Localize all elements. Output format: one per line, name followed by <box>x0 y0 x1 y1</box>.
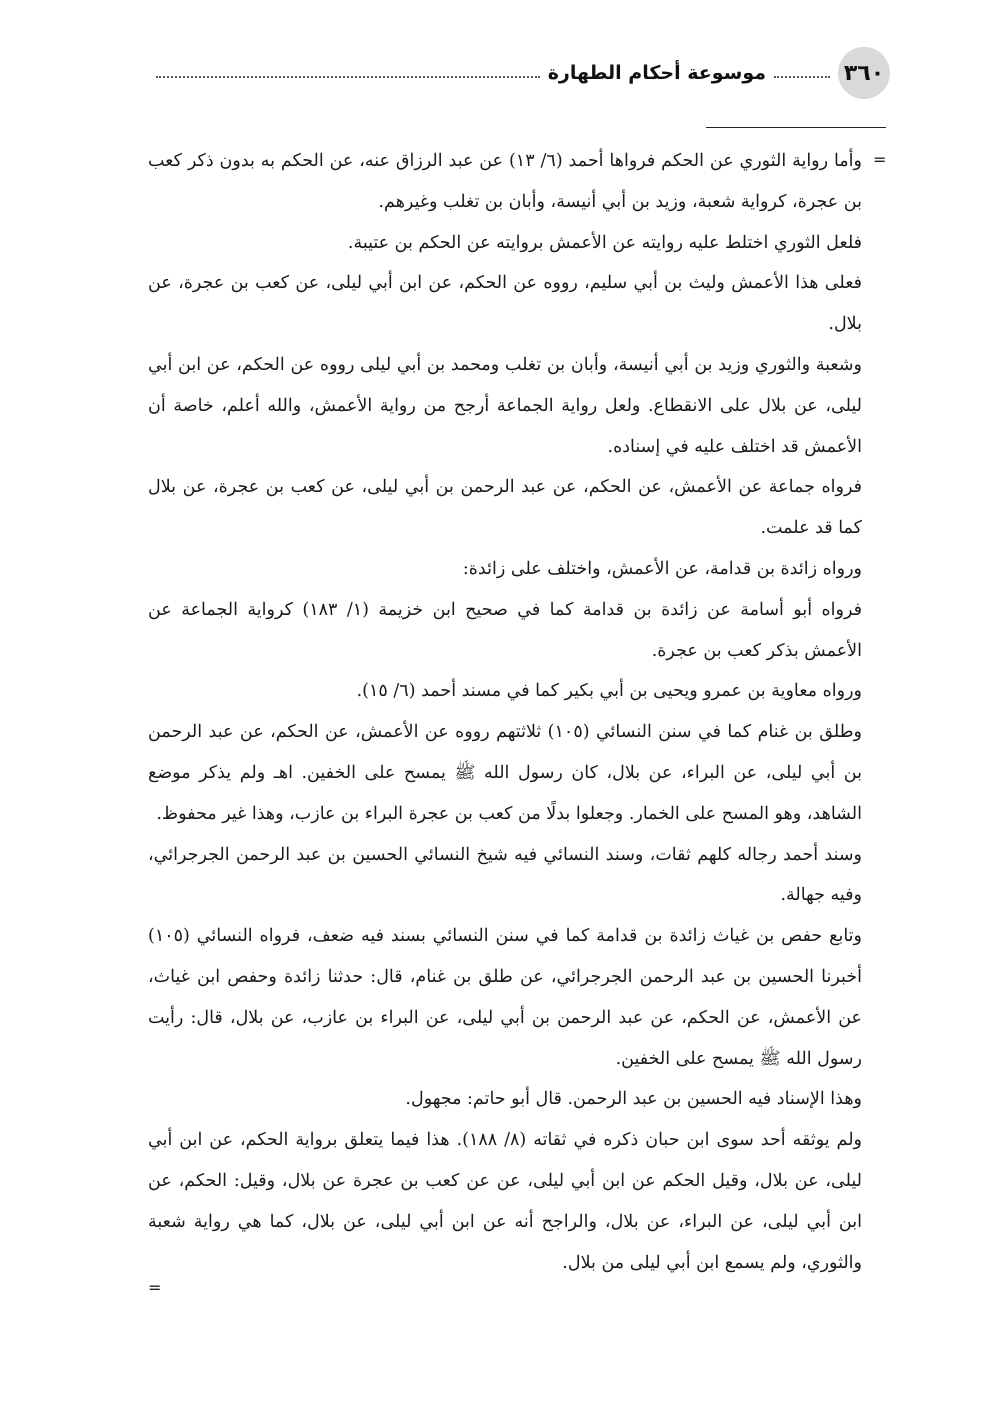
paragraph: وتابع حفص بن غياث زائدة بن قدامة كما في سنن النسائي بسند فيه ضعف، فرواه النسائي (١٠٥) أخبرنا الحسين بن عبد الرحمن الجرجرائي، عن طلق بن غنام، قال: حدثنا زائدة وحفص ابن غياث، عن الأعمش، عن الحكم، عن عبد الرحمن بن أبي ليلى، عن البراء بن عازب، عن بلال، قال: رأيت رسول الله ﷺ يمسح على الخفين. <box>148 926 862 1069</box>
footnote-body <box>148 141 862 1283</box>
paragraph: وشعبة والثوري وزيد بن أبي أنيسة، وأبان بن تغلب ومحمد بن أبي ليلى رووه عن الحكم، عن ابن أبي ليلى، عن بلال على الانقطاع. ولعل رواية الجماعة أرجح من رواية الأعمش، والله أعلم، خاصة أن الأعمش قد اختلف عليه في إسناده. <box>148 354 862 457</box>
paragraph: وسند أحمد رجاله كلهم ثقات، وسند النسائي فيه شيخ النسائي الحسين بن عبد الرحمن الجرجرائي، وفيه جهالة. <box>148 844 862 906</box>
header-dotted-leader-right <box>774 76 830 78</box>
footnote-separator-rule <box>706 127 886 128</box>
continuation-marker-bottom: = <box>148 1278 162 1297</box>
paragraph: فلعل الثوري اختلط عليه روايته عن الأعمش بروايته عن الحكم بن عتيبة. <box>347 232 862 253</box>
paragraph: ورواه معاوية بن عمرو ويحيى بن أبي بكير كما في مسند أحمد (٦/ ١٥). <box>356 681 862 702</box>
paragraph: وهذا الإسناد فيه الحسين بن عبد الرحمن. قال أبو حاتم: مجهول. <box>405 1089 862 1110</box>
page-number: ٣٦٠ <box>843 60 885 86</box>
paragraph: فرواه جماعة عن الأعمش، عن الحكم، عن عبد الرحمن بن أبي ليلى، عن كعب بن عجرة، عن بلال كما قد علمت. <box>148 477 862 539</box>
continuation-marker-top: = <box>873 150 887 169</box>
paragraph: ولم يوثقه أحد سوى ابن حبان ذكره في ثقاته (٨/ ١٨٨). هذا فيما يتعلق برواية الحكم، عن ابن أبي ليلى، عن بلال، وقيل الحكم عن ابن أبي ليلى، عن عن كعب بن عجرة عن بلال، وقيل: الحكم، عن ابن أبي ليلى، عن البراء، عن بلال، والراجح أنه عن ابن أبي ليلى، عن بلال، كما هي رواية شعبة والثوري، ولم يسمع ابن أبي ليلى من بلال. <box>148 1130 862 1273</box>
paragraph: وطلق بن غنام كما في سنن النسائي (١٠٥) ثلاثتهم رووه عن الأعمش، عن الحكم، عن عبد الرحمن بن أبي ليلى، عن البراء، عن بلال، كان رسول الله ﷺ يمسح على الخفين. اهـ ولم يذكر موضع الشاهد، وهو المسح على الخمار. وجعلوا بدلًا من كعب بن عجرة البراء بن عازب، وهذا غير محفوظ. <box>148 722 862 824</box>
paragraph: فرواه أبو أسامة عن زائدة بن قدامة كما في صحيح ابن خزيمة (١/ ١٨٣) كرواية الجماعة عن الأعمش بذكر كعب بن عجرة. <box>148 599 862 661</box>
book-title: موسوعة أحكام الطهارة <box>547 62 766 84</box>
paragraph: وأما رواية الثوري عن الحكم فرواها أحمد (٦/ ١٣) عن عبد الرزاق عنه، عن الحكم به بدون ذكر كعب بن عجرة، كرواية شعبة، وزيد بن أبي أنيسة، وأبان بن تغلب وغيرهم. <box>148 151 862 212</box>
page-number-badge <box>838 47 890 99</box>
paragraph: ورواه زائدة بن قدامة، عن الأعمش، واختلف على زائدة: <box>462 558 862 579</box>
paragraph: فعلى هذا الأعمش وليث بن أبي سليم، رووه عن الحكم، عن ابن أبي ليلى، عن كعب بن عجرة، عن بلال. <box>148 273 862 335</box>
header-dotted-leader-left <box>156 76 540 78</box>
page-header <box>148 48 890 98</box>
